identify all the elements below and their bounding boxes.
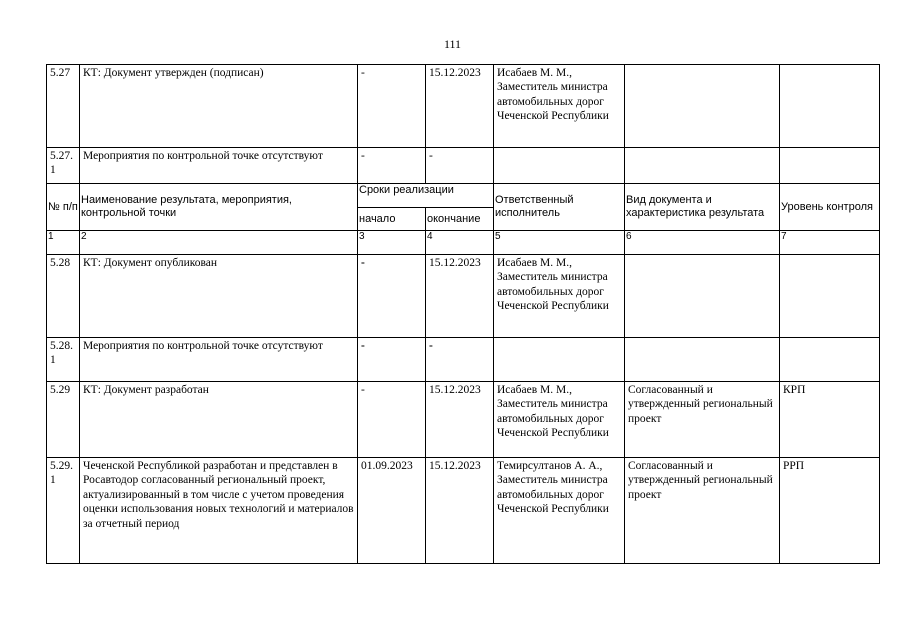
row-name: Чеченской Республикой разработан и представлен в Росавтодор согласованный региональный проект, актуализированный в том числе с учетом проведения оценки использования новых технологий и материалов за отчетный период — [80, 458, 358, 564]
table-row — [47, 255, 880, 338]
row-responsible: Исабаев М. М., Заместитель министра автомобильных дорог Чеченской Республики — [494, 382, 625, 458]
row-start: - — [358, 148, 426, 184]
row-level: РРП — [780, 458, 880, 564]
header-end: окончание — [426, 208, 494, 231]
row-number: 5.27. 1 — [47, 148, 80, 184]
row-end: 15.12.2023 — [426, 255, 494, 338]
row-name: КТ: Документ разработан — [80, 382, 358, 458]
column-number: 4 — [426, 231, 494, 255]
row-doc — [625, 148, 780, 184]
row-number: 5.28. 1 — [47, 338, 80, 382]
row-start: - — [358, 65, 426, 148]
row-end: - — [426, 148, 494, 184]
row-end: 15.12.2023 — [426, 65, 494, 148]
page-number: 111 — [443, 37, 462, 51]
table-row — [47, 458, 880, 564]
row-name: Мероприятия по контрольной точке отсутствуют — [80, 338, 358, 382]
row-level — [780, 148, 880, 184]
header-start: начало — [358, 208, 426, 231]
header-level: Уровень контроля — [780, 184, 880, 231]
row-number: 5.29 — [47, 382, 80, 458]
row-responsible: Исабаев М. М., Заместитель министра автомобильных дорог Чеченской Республики — [494, 255, 625, 338]
column-number: 3 — [358, 231, 426, 255]
plan-table — [46, 64, 880, 564]
row-end: - — [426, 338, 494, 382]
row-responsible — [494, 148, 625, 184]
row-level — [780, 255, 880, 338]
column-number: 2 — [80, 231, 358, 255]
row-start: - — [358, 255, 426, 338]
column-number: 1 — [47, 231, 80, 255]
row-number: 5.28 — [47, 255, 80, 338]
header-terms: Сроки реализации — [358, 184, 494, 208]
row-start: - — [358, 382, 426, 458]
table-row — [47, 148, 880, 184]
row-doc: Согласованный и утвержденный региональный проект — [625, 382, 780, 458]
header-name: Наименование результата, мероприятия, контрольной точки — [80, 184, 358, 231]
header-num: № п/п — [47, 184, 80, 231]
row-responsible: Исабаев М. М., Заместитель министра автомобильных дорог Чеченской Республики — [494, 65, 625, 148]
row-name: КТ: Документ утвержден (подписан) — [80, 65, 358, 148]
row-responsible — [494, 338, 625, 382]
row-doc — [625, 255, 780, 338]
row-responsible: Темирсултанов А. А., Заместитель министра автомобильных дорог Чеченской Республики — [494, 458, 625, 564]
table-row — [47, 65, 880, 148]
row-number: 5.29. 1 — [47, 458, 80, 564]
row-level: КРП — [780, 382, 880, 458]
row-doc — [625, 65, 780, 148]
row-level — [780, 65, 880, 148]
column-number: 7 — [780, 231, 880, 255]
row-name: Мероприятия по контрольной точке отсутствуют — [80, 148, 358, 184]
row-start: - — [358, 338, 426, 382]
row-level — [780, 338, 880, 382]
table-row — [47, 338, 880, 382]
row-name: КТ: Документ опубликован — [80, 255, 358, 338]
column-number: 6 — [625, 231, 780, 255]
column-numbers-row — [47, 231, 880, 255]
column-number: 5 — [494, 231, 625, 255]
row-doc: Согласованный и утвержденный региональный проект — [625, 458, 780, 564]
row-end: 15.12.2023 — [426, 382, 494, 458]
row-start: 01.09.2023 — [358, 458, 426, 564]
table-row — [47, 382, 880, 458]
header-doctype: Вид документа и характеристика результата — [625, 184, 780, 231]
header-responsible: Ответственный исполнитель — [494, 184, 625, 231]
row-doc — [625, 338, 780, 382]
table-header-row — [47, 184, 880, 208]
row-number: 5.27 — [47, 65, 80, 148]
row-end: 15.12.2023 — [426, 458, 494, 564]
